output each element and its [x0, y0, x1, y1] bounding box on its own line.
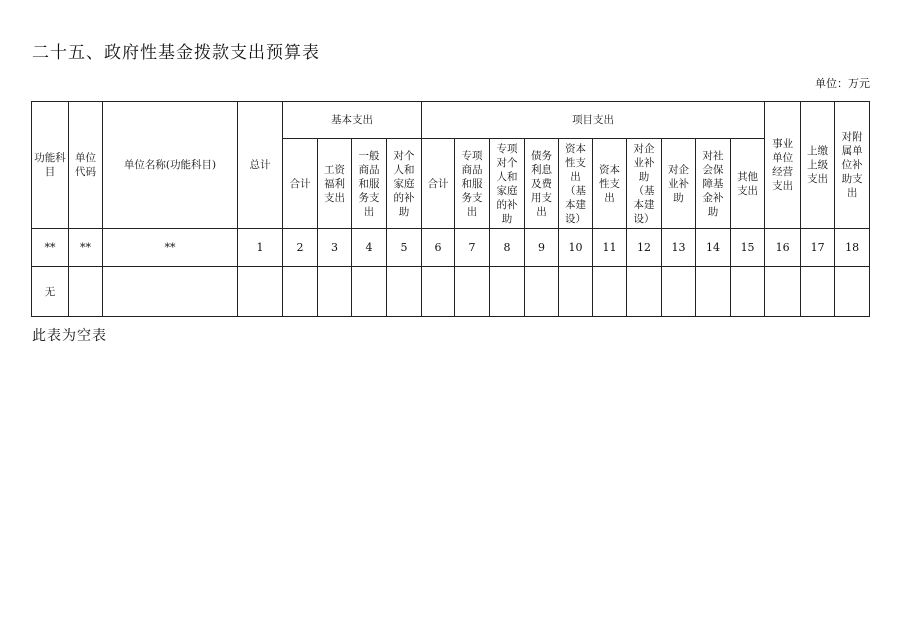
data-cell — [765, 267, 801, 317]
ordinal-cell: 2 — [283, 229, 318, 267]
ordinal-cell: 14 — [696, 229, 731, 267]
unit-label: 单位：万元 — [815, 77, 870, 90]
header-tail-col: 上缴上级支出 — [801, 102, 835, 229]
data-cell — [455, 267, 490, 317]
header-unit-name: 单位名称(功能科目) — [103, 102, 238, 229]
data-cell — [731, 267, 765, 317]
ordinal-cell: 7 — [455, 229, 490, 267]
data-cell — [103, 267, 238, 317]
data-cell — [352, 267, 387, 317]
data-cell — [525, 267, 559, 317]
data-cell — [696, 267, 731, 317]
ordinal-cell: 6 — [422, 229, 455, 267]
ordinal-cell: 9 — [525, 229, 559, 267]
ordinal-cell: 13 — [662, 229, 696, 267]
data-cell: 无 — [32, 267, 69, 317]
page-title: 二十五、政府性基金拨款支出预算表 — [32, 43, 320, 63]
header-project-col: 债务利息及费用支出 — [525, 139, 559, 229]
ordinal-cell: 5 — [387, 229, 422, 267]
data-cell — [593, 267, 627, 317]
ordinal-cell: ** — [69, 229, 103, 267]
header-basic-col: 合计 — [283, 139, 318, 229]
header-tail-col: 对附属单位补助支出 — [835, 102, 870, 229]
header-project-col: 资本性支出 — [593, 139, 627, 229]
header-total: 总计 — [238, 102, 283, 229]
ordinal-row — [32, 229, 870, 267]
header-project-col: 对企业补助 — [662, 139, 696, 229]
header-tail-col: 事业单位经营支出 — [765, 102, 801, 229]
data-cell — [422, 267, 455, 317]
data-cell — [801, 267, 835, 317]
ordinal-cell: 15 — [731, 229, 765, 267]
ordinal-cell: 11 — [593, 229, 627, 267]
data-cell — [627, 267, 662, 317]
header-project-col: 其他支出 — [731, 139, 765, 229]
ordinal-cell: 18 — [835, 229, 870, 267]
header-project-col: 专项商品和服务支出 — [455, 139, 490, 229]
ordinal-cell: 1 — [238, 229, 283, 267]
data-cell — [318, 267, 352, 317]
header-project-col: 专项对个人和家庭的补助 — [490, 139, 525, 229]
data-cell — [387, 267, 422, 317]
data-cell — [283, 267, 318, 317]
header-basic-col: 对个人和家庭的补助 — [387, 139, 422, 229]
header-project-col: 资本性支出（基本建设） — [559, 139, 593, 229]
header-basic-col: 工资福利支出 — [318, 139, 352, 229]
header-project-col: 合计 — [422, 139, 455, 229]
ordinal-cell: 8 — [490, 229, 525, 267]
budget-table — [31, 101, 870, 317]
ordinal-cell: 17 — [801, 229, 835, 267]
empty-table-note: 此表为空表 — [32, 328, 107, 344]
ordinal-cell: ** — [32, 229, 69, 267]
ordinal-cell: 12 — [627, 229, 662, 267]
header-basic-col: 一般商品和服务支出 — [352, 139, 387, 229]
data-cell — [559, 267, 593, 317]
ordinal-cell: 16 — [765, 229, 801, 267]
header-func-code: 功能科目 — [32, 102, 69, 229]
header-project-col: 对社会保障基金补助 — [696, 139, 731, 229]
header-basic-group: 基本支出 — [283, 102, 422, 139]
data-cell — [490, 267, 525, 317]
ordinal-cell: 4 — [352, 229, 387, 267]
ordinal-cell: ** — [103, 229, 238, 267]
table-row — [32, 267, 870, 317]
data-cell — [835, 267, 870, 317]
data-cell — [238, 267, 283, 317]
header-project-group: 项目支出 — [422, 102, 765, 139]
header-unit-code: 单位代码 — [69, 102, 103, 229]
header-project-col: 对企业补助（基本建设） — [627, 139, 662, 229]
data-cell — [69, 267, 103, 317]
data-cell — [662, 267, 696, 317]
ordinal-cell: 3 — [318, 229, 352, 267]
ordinal-cell: 10 — [559, 229, 593, 267]
